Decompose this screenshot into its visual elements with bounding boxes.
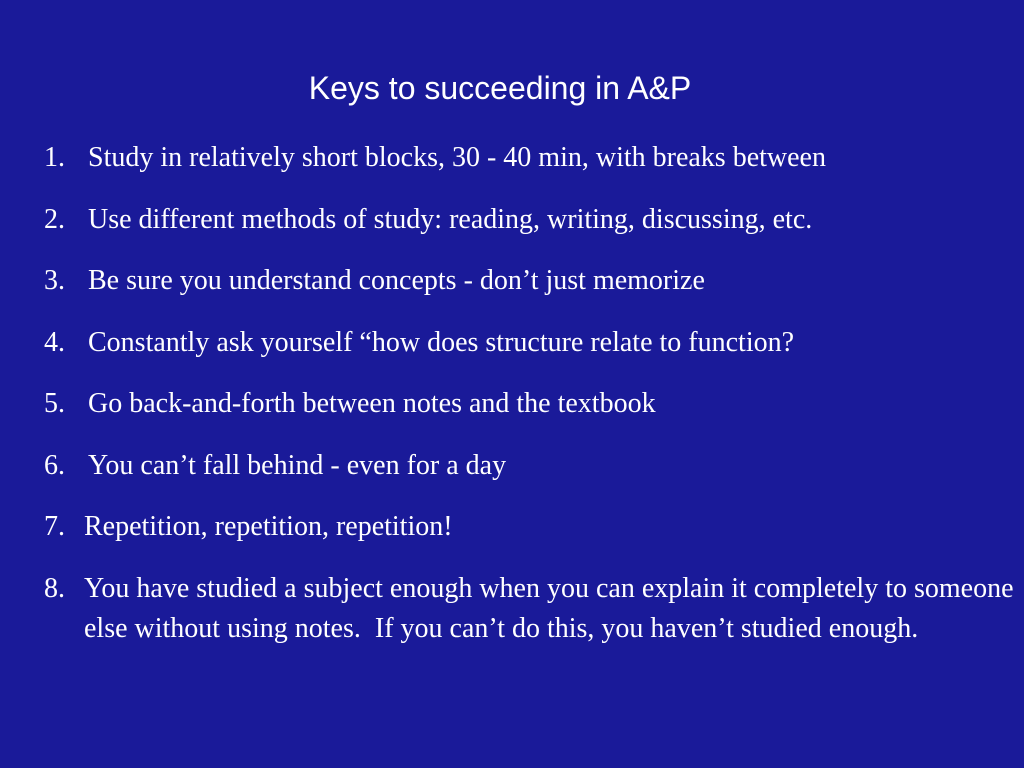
list-item-1	[44, 138, 1014, 178]
slide-title: Keys to succeeding in A&P	[308, 70, 692, 106]
item-number: 1.	[44, 142, 65, 173]
item-text: You have studied a subject enough when you can explain it completely to someone else without using notes. If you can’t do this, you haven’t studied enough.	[84, 572, 1021, 644]
item-number: 5.	[44, 388, 65, 419]
list-item-4	[44, 323, 1014, 363]
list-item-8	[44, 569, 1021, 649]
tips-list	[44, 138, 1021, 670]
item-number: 6.	[44, 449, 65, 481]
item-number: 4.	[44, 326, 65, 358]
item-number: 2.	[44, 203, 65, 235]
item-number: 7.	[44, 511, 65, 542]
item-text: Use different methods of study: reading, writing, discussing, etc.	[88, 203, 813, 235]
item-text: Be sure you understand concepts - don’t just memorize	[88, 265, 705, 296]
item-text: Repetition, repetition, repetition!	[84, 511, 453, 542]
item-text: Constantly ask yourself “how does structure relate to function?	[88, 326, 795, 358]
item-text: Study in relatively short blocks, 30 - 40 min, with breaks between	[88, 142, 826, 173]
item-number: 3.	[44, 265, 65, 296]
list-item-3	[44, 261, 1014, 301]
item-text: Go back-and-forth between notes and the textbook	[88, 388, 656, 419]
list-item-2	[44, 200, 1014, 240]
item-number: 8.	[44, 572, 65, 604]
item-text: You can’t fall behind - even for a day	[88, 449, 507, 481]
list-item-7	[44, 507, 1014, 547]
list-item-6	[44, 446, 1014, 486]
list-item-5	[44, 384, 1014, 424]
